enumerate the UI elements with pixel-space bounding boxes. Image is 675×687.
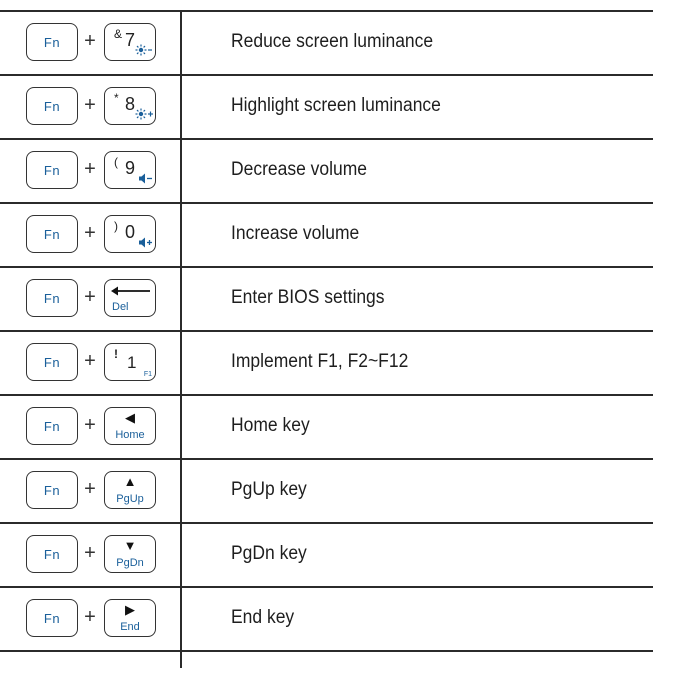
plus-sign: + <box>84 478 96 500</box>
key-pgdn <box>104 535 156 573</box>
table-row <box>0 10 653 74</box>
plus-sign: + <box>84 30 96 52</box>
key-combo <box>26 407 166 447</box>
fn-key-label: Fn <box>43 227 61 242</box>
key-symbol: * <box>114 91 119 105</box>
table-row <box>0 394 653 458</box>
key-combo <box>26 23 166 63</box>
key-combo <box>26 343 166 383</box>
plus-sign: + <box>84 94 96 116</box>
key-9 <box>104 151 156 189</box>
arrow-up-icon: ▲ <box>123 474 137 489</box>
key-combo <box>26 599 166 639</box>
backspace-arrow-icon <box>111 285 151 297</box>
arrow-right-icon: ▶ <box>125 602 135 617</box>
key-label: End <box>120 621 140 633</box>
plus-sign: + <box>84 350 96 372</box>
key-label: Del <box>112 301 129 313</box>
key-symbol: ( <box>114 155 118 169</box>
arrow-down-icon: ▼ <box>123 538 137 553</box>
fn-key-label: Fn <box>43 547 61 562</box>
key-pgup <box>104 471 156 509</box>
row-description: Implement F1, F2~F12 <box>231 351 409 372</box>
brightness-up-icon <box>135 108 155 120</box>
plus-sign: + <box>84 222 96 244</box>
plus-sign: + <box>84 414 96 436</box>
plus-sign: + <box>84 286 96 308</box>
fn-key-label: Fn <box>43 35 61 50</box>
key-symbol: ) <box>114 219 118 233</box>
key-end <box>104 599 156 637</box>
row-description: Enter BIOS settings <box>231 287 385 308</box>
fn-key <box>26 343 78 381</box>
key-combo <box>26 151 166 191</box>
volume-up-icon <box>139 237 153 248</box>
key-label: PgDn <box>116 557 144 569</box>
fn-key <box>26 535 78 573</box>
fn-key-label: Fn <box>43 419 61 434</box>
arrow-left-icon: ◀ <box>125 410 135 425</box>
key-combo <box>26 279 166 319</box>
table-row <box>0 266 653 330</box>
key-symbol: & <box>114 27 123 41</box>
table-row <box>0 458 653 522</box>
plus-sign: + <box>84 606 96 628</box>
key-digit: 9 <box>125 158 136 178</box>
fn-key-label: Fn <box>43 483 61 498</box>
row-description: End key <box>231 607 295 628</box>
key-home <box>104 407 156 445</box>
key-digit: 0 <box>125 222 136 242</box>
key-0 <box>104 215 156 253</box>
row-description: Reduce screen luminance <box>231 31 434 52</box>
key-label: Home <box>115 429 145 441</box>
volume-down-icon <box>139 173 153 184</box>
fn-key-label: Fn <box>43 291 61 306</box>
brightness-down-icon <box>135 44 153 56</box>
fn-key-label: Fn <box>43 611 61 626</box>
key-combo <box>26 215 166 255</box>
key-sub-label: F1 <box>143 371 152 378</box>
fn-key <box>26 407 78 445</box>
key-label: PgUp <box>116 493 144 505</box>
key-8 <box>104 87 156 125</box>
key-combo <box>26 87 166 127</box>
key-7 <box>104 23 156 61</box>
fn-key-label: Fn <box>43 163 61 178</box>
plus-sign: + <box>84 542 96 564</box>
fn-key <box>26 87 78 125</box>
fn-key <box>26 151 78 189</box>
table-row <box>0 522 653 586</box>
key-symbol: ! <box>114 347 118 361</box>
row-description: Increase volume <box>231 223 360 244</box>
key-del <box>104 279 156 317</box>
fn-key <box>26 215 78 253</box>
key-digit: 8 <box>125 94 136 114</box>
column-divider <box>180 10 182 668</box>
key-digit: 1 <box>127 353 137 372</box>
table-row <box>0 138 653 202</box>
fn-key <box>26 471 78 509</box>
row-description: Decrease volume <box>231 159 368 180</box>
fn-key-label: Fn <box>43 355 61 370</box>
key-digit: 7 <box>125 30 136 50</box>
row-description: Home key <box>231 415 310 436</box>
row-description: Highlight screen luminance <box>231 95 441 116</box>
key-combo <box>26 471 166 511</box>
table-row <box>0 330 653 394</box>
table-row <box>0 586 653 652</box>
row-description: PgDn key <box>231 543 307 564</box>
key-combo <box>26 535 166 575</box>
fn-key-label: Fn <box>43 99 61 114</box>
key-1 <box>104 343 156 381</box>
fn-shortcut-table <box>0 10 653 652</box>
fn-key <box>26 599 78 637</box>
table-row <box>0 74 653 138</box>
fn-key <box>26 23 78 61</box>
plus-sign: + <box>84 158 96 180</box>
row-description: PgUp key <box>231 479 307 500</box>
table-row <box>0 202 653 266</box>
fn-key <box>26 279 78 317</box>
